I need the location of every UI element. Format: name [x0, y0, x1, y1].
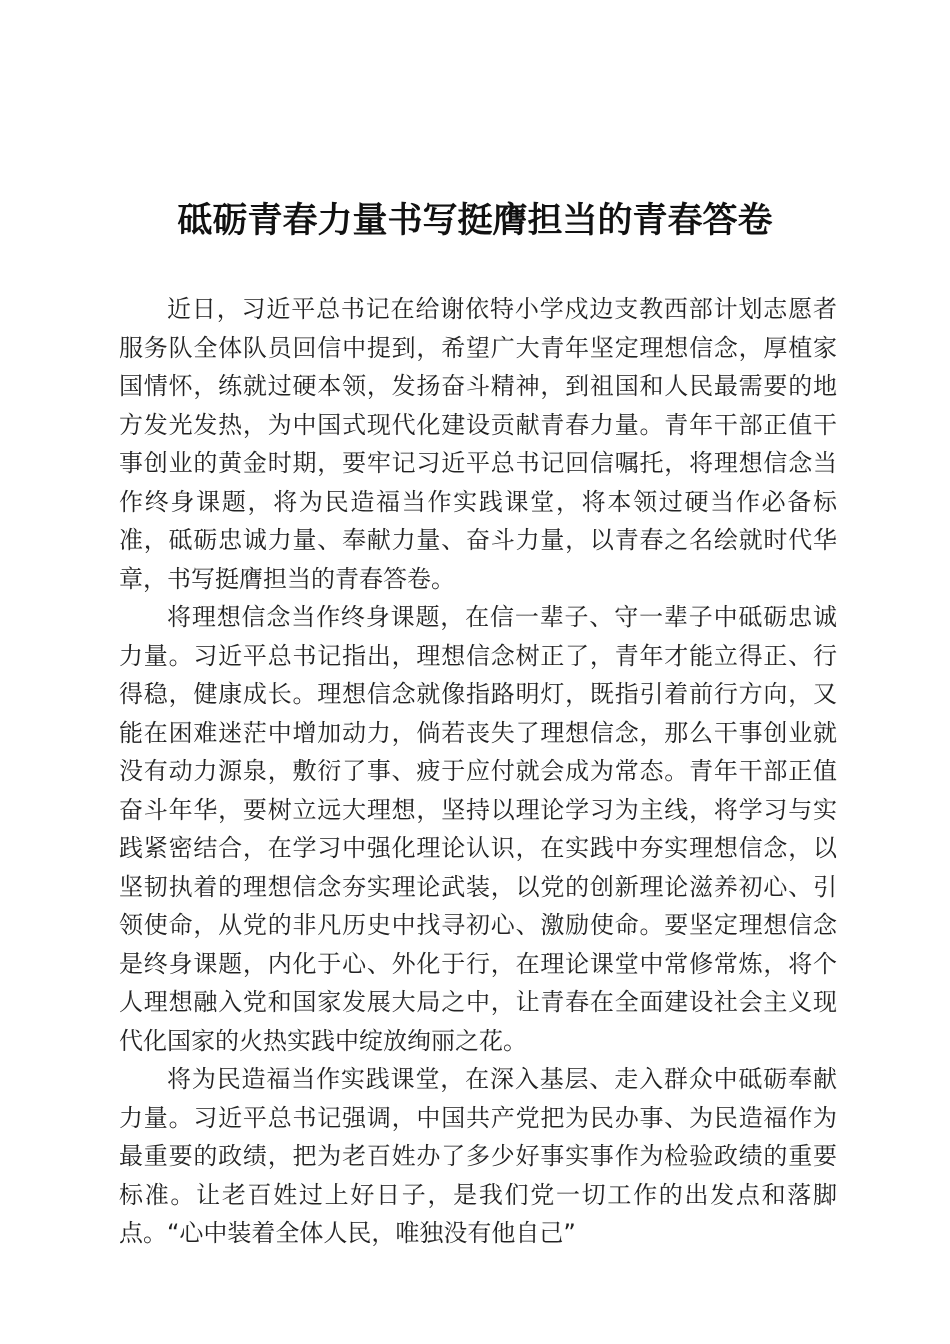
paragraph-ideals: 将理想信念当作终身课题，在信一辈子、守一辈子中砥砺忠诚力量。习近平总书记指出，理想信念树正了，青年才能立得正、行得稳，健康成长。理想信念就像指路明灯，既指引着前行方向，又能在困难迷茫中增加动力，倘若丧失了理想信念，那么干事创业就没有动力源泉，敷衍了事、疲于应付就会成为常态。青年干部正值奋斗年华，要树立远大理想，坚持以理论学习为主线，将学习与实践紧密结合，在学习中强化理论认识，在实践中夯实理想信念，以坚韧执着的理想信念夯实理论武装，以党的创新理论滋养初心、引领使命，从党的非凡历史中找寻初心、激励使命。要坚定理想信念是终身课题，内化于心、外化于行，在理论课堂中常修常炼，将个人理想融入党和国家发展大局之中，让青春在全面建设社会主义现代化国家的火热实践中绽放绚丽之花。: [119, 603, 837, 1055]
paragraph-intro: 近日，习近平总书记在给谢依特小学戍边支教西部计划志愿者服务队全体队员回信中提到，希望广大青年坚定理想信念，厚植家国情怀，练就过硬本领，发扬奋斗精神，到祖国和人民最需要的地方发光发热，为中国式现代化建设贡献青春力量。青年干部正值干事创业的黄金时期，要牢记习近平总书记回信嘱托，将理想信念当作终身课题，将为民造福当作实践课堂，将本领过硬当作必备标准，砥砺忠诚力量、奉献力量、奋斗力量，以青春之名绘就时代华章，书写挺膺担当的青春答卷。: [119, 295, 837, 593]
paragraph-service: 将为民造福当作实践课堂，在深入基层、走入群众中砥砺奉献力量。习近平总书记强调，中国共产党把为民办事、为民造福作为最重要的政绩，把为老百姓办了多少好事实事作为检验政绩的重要标准。让老百姓过上好日子，是我们党一切工作的出发点和落脚点。“心中装着全体人民，唯独没有他自己”: [119, 1065, 837, 1247]
document-title: 砥砺青春力量书写挺膺担当的青春答卷: [177, 200, 773, 241]
document-body: [119, 290, 837, 1253]
